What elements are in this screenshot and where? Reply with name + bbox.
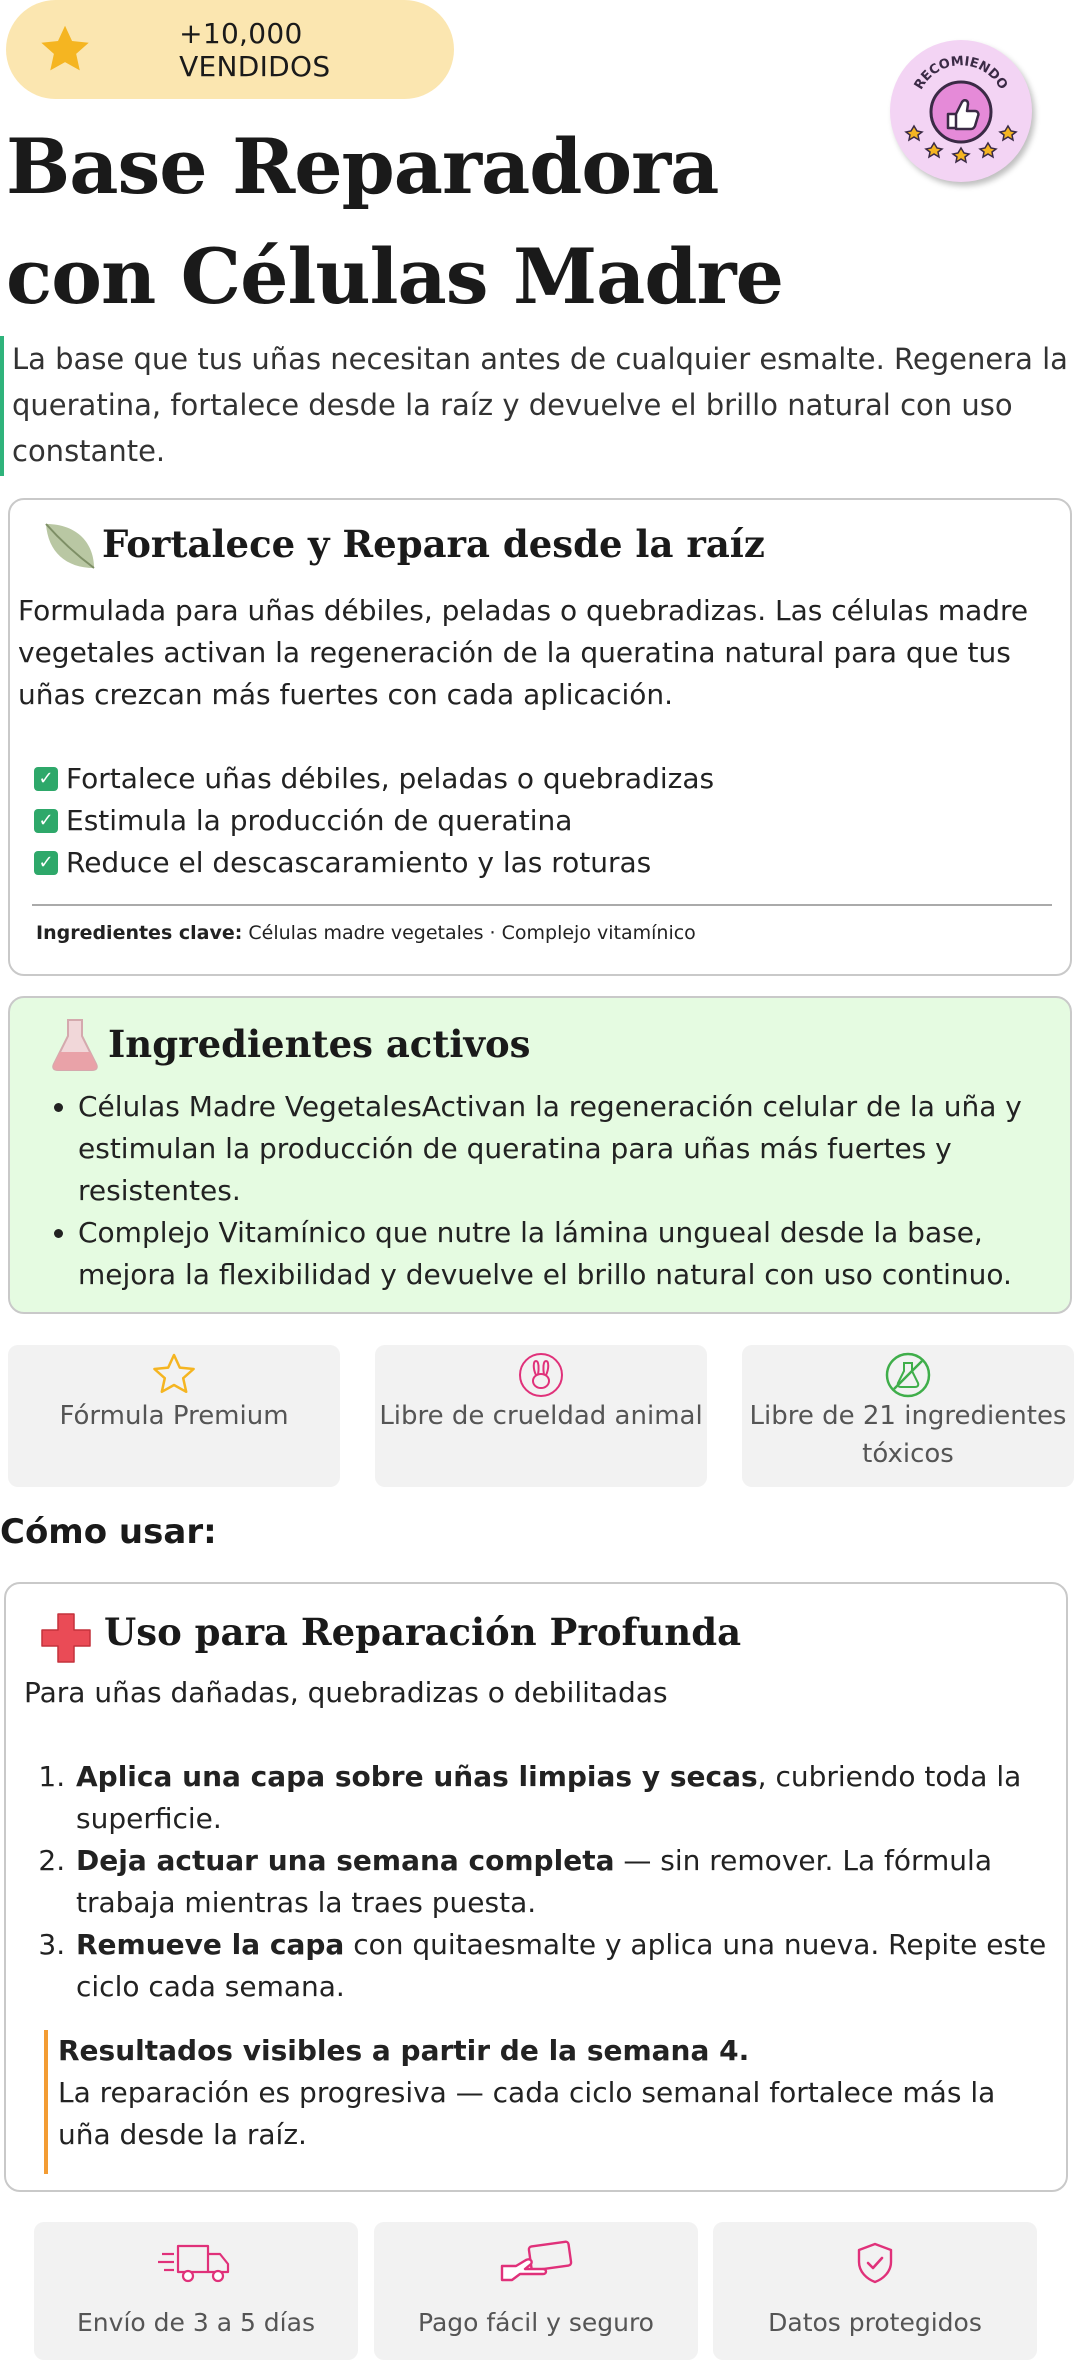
how-to-title: Cómo usar: (0, 1512, 217, 1552)
steps-list (74, 1756, 1054, 2008)
data-protection-badge (713, 2222, 1037, 2360)
cross-icon (38, 1610, 94, 1666)
check-icon: ✓ (34, 851, 58, 875)
benefits-paragraph: Formulada para uñas débiles, peladas o quebradizas. Las células madre vegetales activan la regeneración de la queratina natural para que tus uñas crezcan más fuertes con cada aplicación. (18, 594, 1029, 711)
benefits-heading: Fortalece y Repara desde la raíz (102, 522, 765, 566)
intro-text: La base que tus uñas necesitan antes de cualquier esmalte. Regenera la queratina, fortalece desde la raíz y devuelve el brillo natural con uso constante. (0, 336, 1080, 476)
flask-icon (50, 1016, 100, 1072)
feature-label: Libre de 21 ingredientes tóxicos (749, 1401, 1067, 1469)
star-icon (36, 20, 94, 80)
bunny-icon (517, 1351, 565, 1399)
usage-heading: Uso para Reparación Profunda (104, 1610, 742, 1654)
trust-label: Datos protegidos (768, 2308, 982, 2337)
list-item: 1. Aplica una capa sobre uñas limpias y secas, cubriendo toda la superficie. (74, 1756, 1054, 1840)
list-item: 3. Remueve la capa con quitaesmalte y aplica una nueva. Repite este ciclo cada semana. (74, 1924, 1054, 2008)
check-icon: ✓ (34, 809, 58, 833)
actives-heading: Ingredientes activos (108, 1022, 531, 1066)
leaf-icon (38, 516, 98, 576)
truck-icon (156, 2240, 236, 2286)
page-title: Base Reparadora con Células Madre (6, 122, 783, 321)
feature-premium (8, 1345, 340, 1487)
feature-non-toxic (742, 1345, 1074, 1487)
star-outline-icon (150, 1351, 198, 1399)
feature-label: Fórmula Premium (59, 1401, 289, 1431)
list-item: • Complejo Vitamínico que nutre la lámina ungueal desde la base, mejora la flexibilidad y devuelve el brillo natural con uso continuo. (78, 1212, 1068, 1296)
usage-subtitle: Para uñas dañadas, quebradizas o debilitadas (24, 1676, 668, 1709)
trust-label: Pago fácil y seguro (418, 2308, 654, 2337)
key-ingredients: Ingredientes clave: Células madre vegetales · Complejo vitamínico (36, 922, 696, 944)
trust-label: Envío de 3 a 5 días (77, 2308, 315, 2337)
list-item: ✓ Reduce el descascaramiento y las roturas (34, 842, 714, 884)
feature-cruelty-free (375, 1345, 707, 1487)
sold-count-label: +10,000 VENDIDOS (179, 16, 331, 83)
benefits-list (34, 758, 714, 884)
list-item: • Células Madre VegetalesActivan la regeneración celular de la uña y estimulan la producción de queratina para uñas más fuertes y resistentes. (78, 1086, 1068, 1212)
usage-card (4, 1582, 1068, 2192)
shipping-badge (34, 2222, 358, 2360)
divider (32, 904, 1052, 906)
thumbs-up-icon (890, 40, 1032, 182)
results-note: Resultados visibles a partir de la semana 4. La reparación es progresiva — cada ciclo semanal fortalece más la uña desde la raíz. (44, 2030, 1044, 2174)
check-icon: ✓ (34, 767, 58, 791)
recommend-badge (890, 40, 1032, 182)
feature-label: Libre de crueldad animal (379, 1401, 703, 1431)
actives-list (78, 1086, 1068, 1296)
list-item: ✓ Estimula la producción de queratina (34, 800, 714, 842)
no-toxic-icon (884, 1351, 932, 1399)
list-item: 2. Deja actuar una semana completa — sin remover. La fórmula trabaja mientras la traes puesta. (74, 1840, 1054, 1924)
badge-text: RECOMIENDO (911, 53, 1011, 93)
payment-badge (374, 2222, 698, 2360)
list-item: ✓ Fortalece uñas débiles, peladas o quebradizas (34, 758, 714, 800)
card-payment-icon (496, 2240, 576, 2286)
actives-card (8, 996, 1072, 1314)
shield-check-icon (835, 2240, 915, 2286)
benefits-card (8, 498, 1072, 976)
sold-count-badge (6, 0, 454, 99)
